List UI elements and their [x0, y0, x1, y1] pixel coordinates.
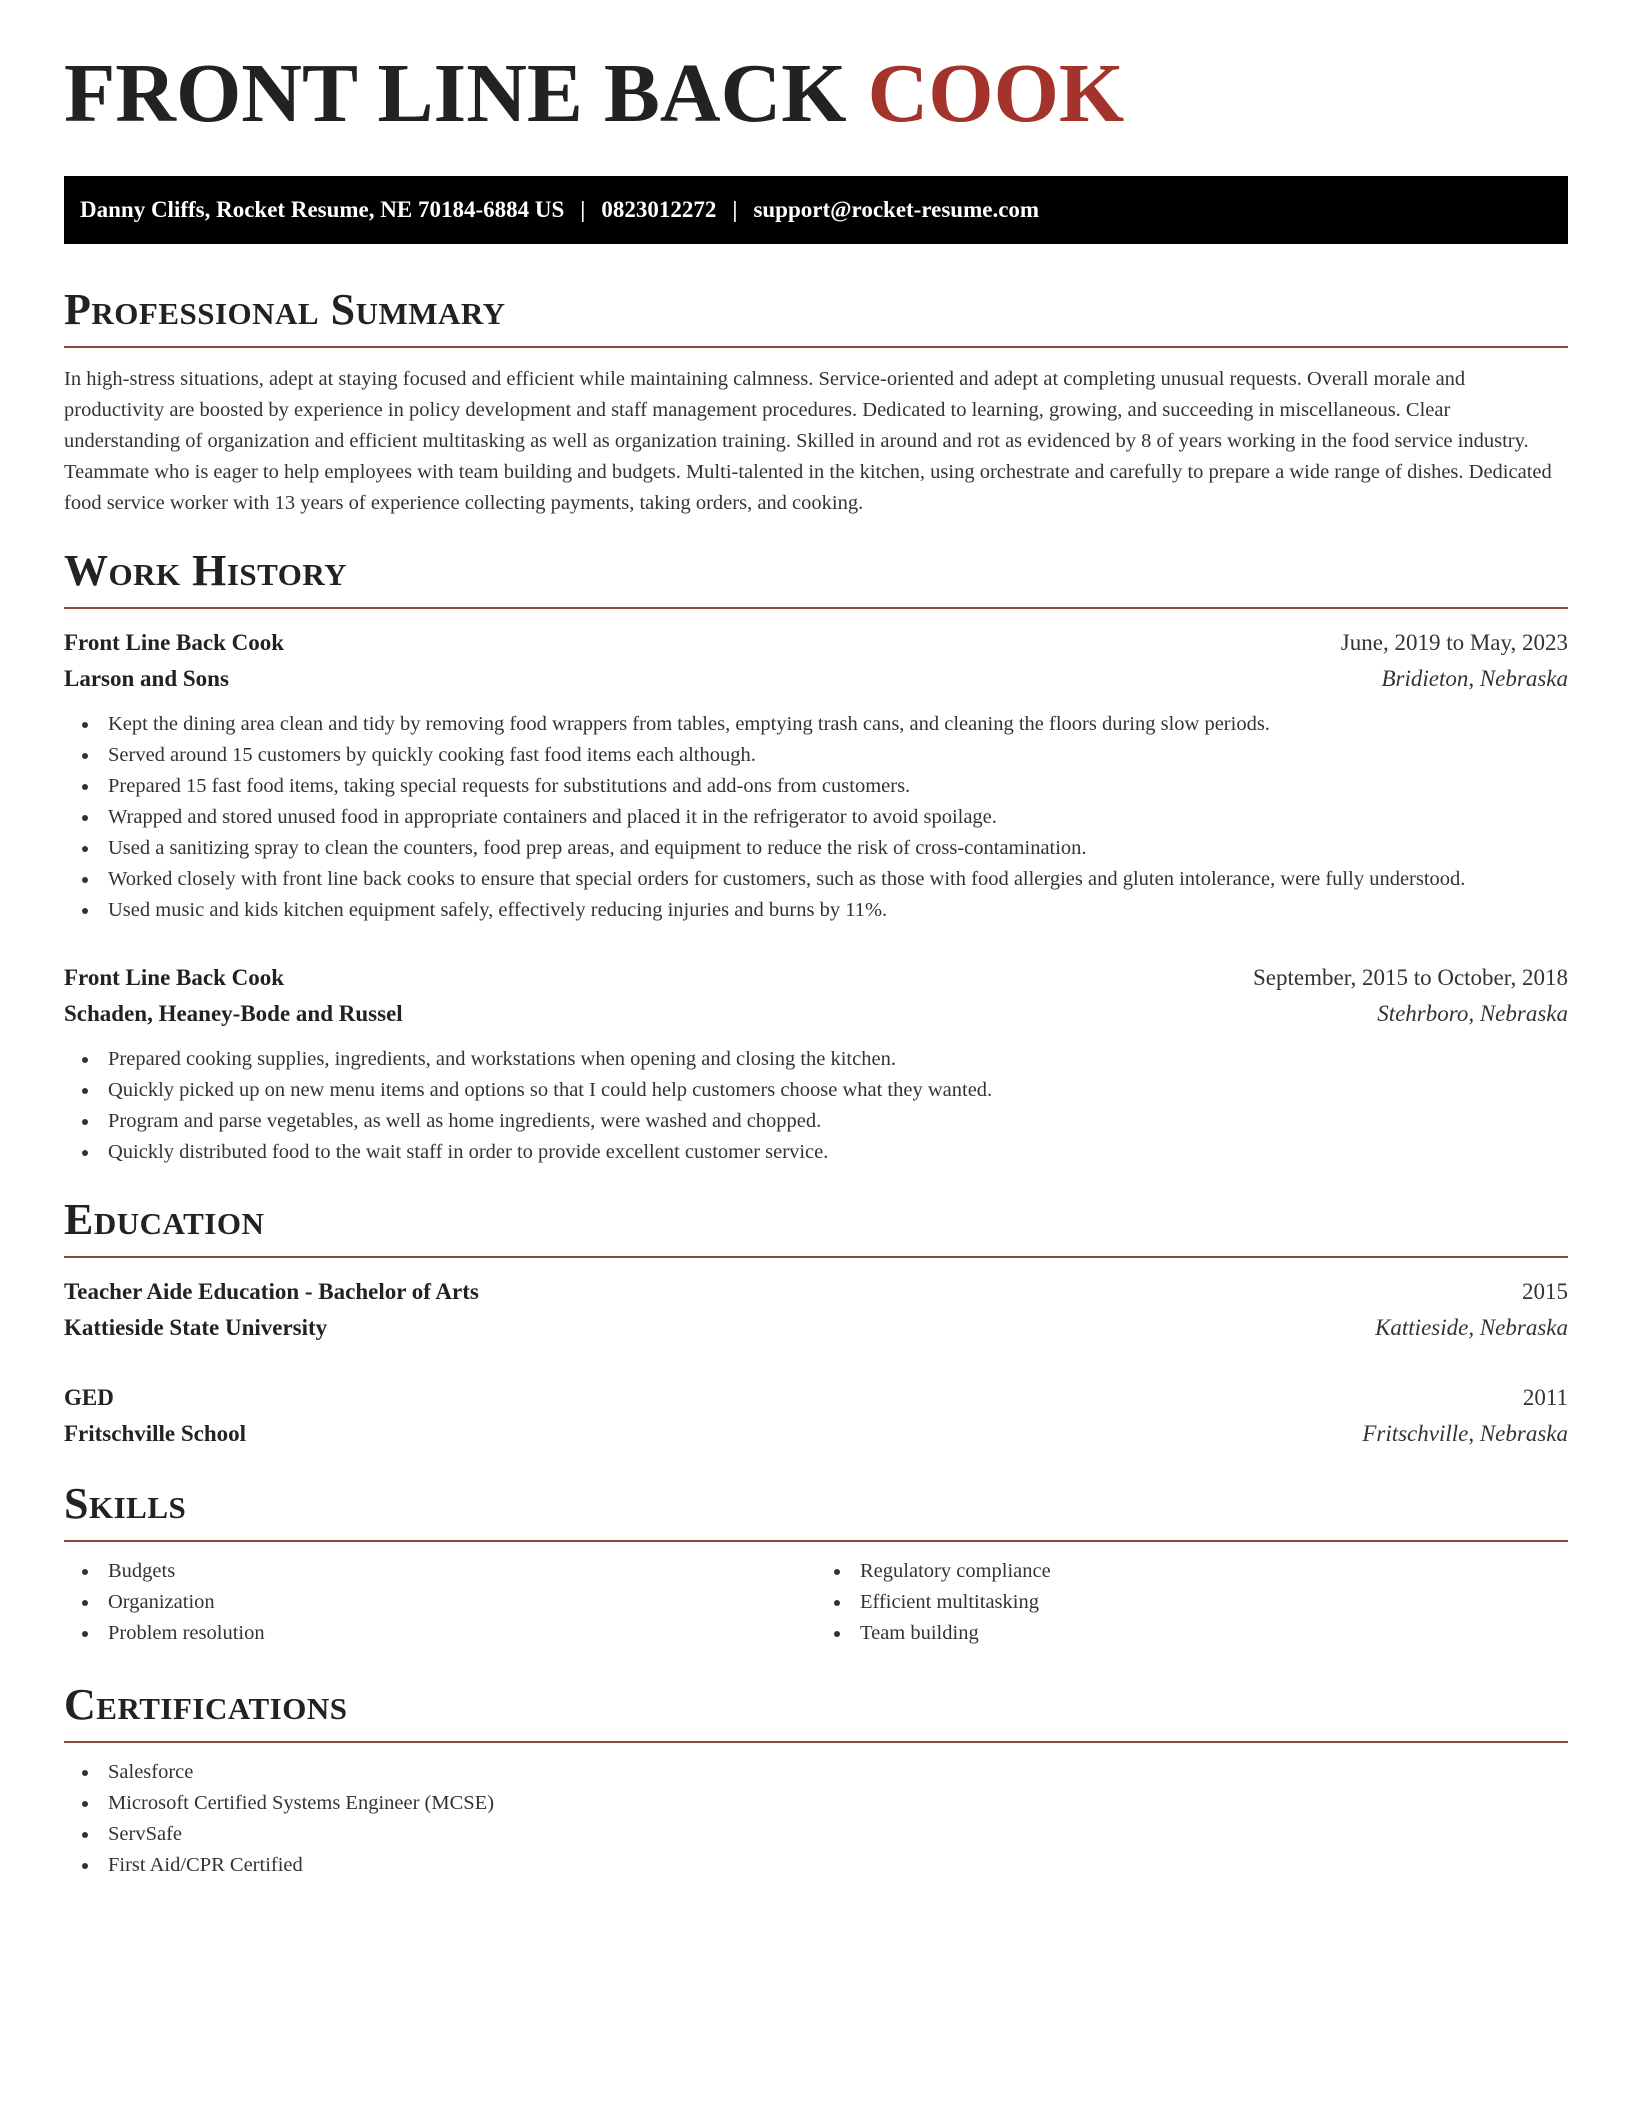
job-entry	[64, 960, 1568, 1168]
job-header-row	[64, 960, 1568, 996]
contact-separator: |	[580, 197, 586, 222]
certifications-section	[64, 1680, 1568, 1881]
job-bullet: Prepared 15 fast food items, taking special requests for substitutions and add-ons from customers.	[64, 771, 1568, 802]
certification-item: Microsoft Certified Systems Engineer (MCSE)	[64, 1788, 1568, 1819]
job-company: Schaden, Heaney-Bode and Russel	[64, 1001, 403, 1026]
job-bullet: Used a sanitizing spray to clean the counters, food prep areas, and equipment to reduce the risk of cross-contamination.	[64, 833, 1568, 864]
skills-grid	[64, 1556, 1568, 1649]
education-location: Fritschville, Nebraska	[1362, 1421, 1568, 1446]
work-history-section	[64, 546, 1568, 1168]
education-school-row	[64, 1310, 1568, 1346]
skill-item: Budgets	[64, 1556, 816, 1587]
job-company-row	[64, 661, 1568, 697]
job-bullet: Wrapped and stored unused food in appropriate containers and placed it in the refrigerator to avoid spoilage.	[64, 802, 1568, 833]
certification-item: ServSafe	[64, 1819, 1568, 1850]
education-school-row	[64, 1416, 1568, 1452]
contact-separator: |	[732, 197, 738, 222]
education-header-row	[64, 1274, 1568, 1310]
title-accent: COOK	[867, 47, 1125, 140]
education-header-row	[64, 1380, 1568, 1416]
job-dates: September, 2015 to October, 2018	[1253, 965, 1568, 990]
certifications-list	[64, 1757, 1568, 1881]
skill-item: Efficient multitasking	[816, 1587, 1568, 1618]
job-role: Front Line Back Cook	[64, 630, 285, 655]
section-title-summary: Professional Summary	[64, 288, 1568, 348]
title-main: FRONT LINE BACK	[64, 47, 868, 140]
contact-bar	[64, 176, 1568, 244]
certification-item: Salesforce	[64, 1757, 1568, 1788]
education-section	[64, 1195, 1568, 1452]
resume-title	[64, 47, 1568, 140]
skills-column-left	[64, 1556, 816, 1649]
job-bullet: Worked closely with front line back cooks to ensure that special orders for customers, such as those with food allergies and gluten intolerance, were fully understood.	[64, 864, 1568, 895]
job-company: Larson and Sons	[64, 666, 229, 691]
job-company-row	[64, 996, 1568, 1032]
education-entry	[64, 1380, 1568, 1452]
job-bullet: Quickly distributed food to the wait staff in order to provide excellent customer service.	[64, 1137, 1568, 1168]
education-school: Kattieside State University	[64, 1315, 328, 1340]
job-bullets	[64, 1044, 1568, 1168]
contact-phone[interactable]: 0823012272	[601, 197, 717, 222]
job-role: Front Line Back Cook	[64, 965, 285, 990]
education-year: 2015	[1522, 1279, 1568, 1304]
section-title-education: Education	[64, 1198, 1568, 1258]
skills-column-right	[816, 1556, 1568, 1649]
education-location: Kattieside, Nebraska	[1375, 1315, 1568, 1340]
job-header-row	[64, 625, 1568, 661]
education-degree: Teacher Aide Education - Bachelor of Arts	[64, 1279, 479, 1304]
job-entry	[64, 625, 1568, 926]
job-bullet: Served around 15 customers by quickly cooking fast food items each although.	[64, 740, 1568, 771]
certification-item: First Aid/CPR Certified	[64, 1850, 1568, 1881]
section-title-skills: Skills	[64, 1482, 1568, 1542]
skill-item: Organization	[64, 1587, 816, 1618]
education-entry	[64, 1274, 1568, 1346]
job-bullet: Prepared cooking supplies, ingredients, and workstations when opening and closing the kitchen.	[64, 1044, 1568, 1075]
job-bullet: Used music and kids kitchen equipment safely, effectively reducing injuries and burns by 11%.	[64, 895, 1568, 926]
education-degree: GED	[64, 1385, 114, 1410]
education-year: 2011	[1522, 1385, 1568, 1410]
job-bullet: Quickly picked up on new menu items and options so that I could help customers choose what they wanted.	[64, 1075, 1568, 1106]
skill-item: Regulatory compliance	[816, 1556, 1568, 1587]
summary-text: In high-stress situations, adept at staying focused and efficient while maintaining calmness. Service-oriented and adept at completing unusual requests. Overall morale and productivity are boosted by experience in policy development and staff management procedures. Dedicated to learning, growing, and succeeding in miscellaneous. Clear understanding of organization and efficient multitasking as well as organization training. Skilled in around and rot as evidenced by 8 of years working in the food service industry. Teammate who is eager to help employees with team building and budgets. Multi-talented in the kitchen, using orchestrate and carefully to prepare a wide range of dishes. Dedicated food service worker with 13 years of experience collecting payments, taking orders, and cooking.	[64, 368, 1552, 514]
job-bullets	[64, 709, 1568, 926]
skill-item: Team building	[816, 1618, 1568, 1649]
education-school: Fritschville School	[64, 1421, 247, 1446]
section-title-certifications: Certifications	[64, 1683, 1568, 1743]
job-location: Stehrboro, Nebraska	[1377, 1001, 1568, 1026]
contact-email[interactable]: support@rocket-resume.com	[753, 197, 1040, 222]
professional-summary-section	[64, 285, 1568, 519]
job-bullet: Program and parse vegetables, as well as home ingredients, were washed and chopped.	[64, 1106, 1568, 1137]
job-location: Bridieton, Nebraska	[1381, 666, 1568, 691]
contact-address: Danny Cliffs, Rocket Resume, NE 70184-6884 US	[80, 197, 565, 222]
skill-item: Problem resolution	[64, 1618, 816, 1649]
job-bullet: Kept the dining area clean and tidy by removing food wrappers from tables, emptying trash cans, and cleaning the floors during slow periods.	[64, 709, 1568, 740]
section-title-work: Work History	[64, 549, 1568, 609]
skills-section	[64, 1479, 1568, 1649]
job-dates: June, 2019 to May, 2023	[1340, 630, 1568, 655]
